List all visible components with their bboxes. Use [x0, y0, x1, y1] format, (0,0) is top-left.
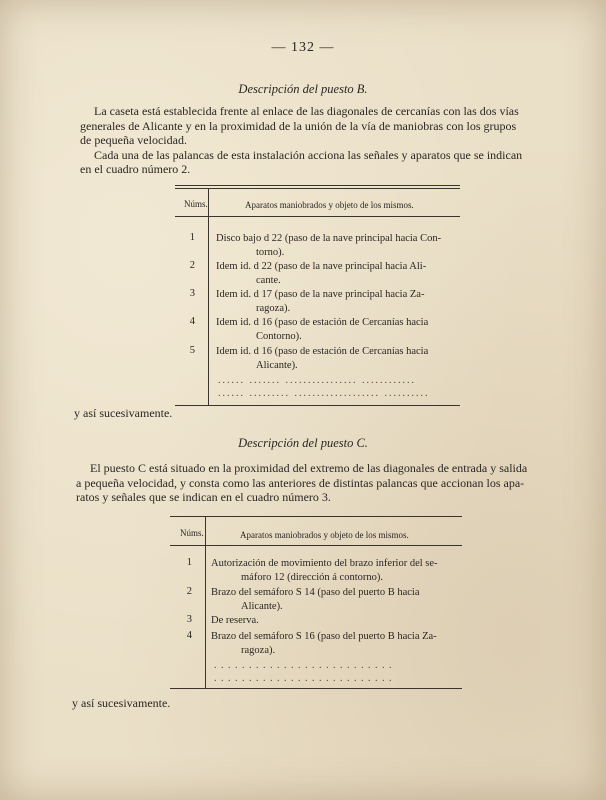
section-b-paragraph: [80, 104, 530, 177]
row-text: Disco bajo d 22 (paso de la nave principal hacia Con-: [216, 233, 442, 244]
paragraph-line: de pequeña velocidad.: [80, 133, 187, 147]
section-b-closing: y así sucesivamente.: [74, 406, 173, 420]
row-text: Autorización de movimiento del brazo inferior del se-: [211, 558, 438, 569]
paragraph-line: en el cuadro número 2.: [80, 162, 191, 176]
table-row: [216, 316, 428, 343]
table-row: [211, 630, 437, 657]
row-text: Alicante).: [256, 359, 298, 371]
table-rule: [175, 188, 460, 189]
table-dots: . . . . . . . . . . . . . . . . . . . . . . . . . .: [214, 660, 393, 671]
column-header-desc: Aparatos maniobrados y objeto de los mismos.: [245, 200, 414, 210]
row-number: 4: [186, 630, 192, 641]
column-header-num: Núms.: [184, 199, 208, 209]
paragraph-line: El puesto C está situado en la proximidad del extremo de las diagonales de entrada y salida: [90, 461, 528, 475]
row-text: ragoza).: [256, 302, 291, 314]
row-text: Brazo del semáforo S 14 (paso del puerto B hacia: [211, 587, 420, 598]
section-c-closing: y así sucesivamente.: [72, 696, 171, 710]
row-text: Contorno).: [256, 330, 302, 342]
row-number: 5: [189, 345, 195, 356]
row-text: Brazo del semáforo S 16 (paso del puerto B hacia Za-: [211, 631, 437, 642]
section-b-heading: Descripción del puesto B.: [238, 82, 368, 96]
paragraph-line: La caseta está establecida frente al enlace de las diagonales de cercanías con las dos vías: [94, 104, 519, 118]
table-rule: [175, 216, 460, 217]
table-rule: [175, 405, 460, 406]
table-row: [216, 345, 428, 372]
table-row: [216, 288, 424, 315]
table-row: [211, 614, 259, 628]
paragraph-line: generales de Alicante y en la proximidad de la unión de la vía de maniobras con los grupos: [80, 118, 517, 133]
column-header-num: Núms.: [180, 528, 204, 538]
row-number: 2: [186, 586, 192, 597]
row-text: De reserva.: [211, 615, 259, 626]
table-row: [216, 260, 426, 287]
row-number: 2: [189, 260, 195, 271]
column-header-desc: Aparatos maniobrados y objeto de los mismos.: [240, 530, 409, 540]
table-dots: . . . . . . . . . . . . . . . . . . . . . . . . . .: [214, 673, 393, 684]
table-rule: [170, 545, 462, 546]
page-number: — 132 —: [271, 40, 335, 55]
table-column-rule: [208, 188, 209, 406]
row-text: ragoza).: [241, 644, 276, 656]
table-rule: [170, 516, 462, 517]
table-column-rule: [205, 516, 206, 688]
row-text: Idem id. d 22 (paso de la nave principal hacia Ali-: [216, 261, 427, 272]
row-number: 1: [189, 232, 195, 243]
table-row: [216, 232, 441, 259]
paragraph-line: a pequeña velocidad, y consta como las anteriores de distintas palancas que accionan los apa-: [76, 475, 525, 490]
row-text: Alicante).: [241, 600, 283, 612]
section-c-paragraph: [76, 461, 532, 505]
table-rule: [175, 185, 460, 186]
paragraph-line: ratos y señales que se indican en el cuadro número 3.: [76, 490, 331, 504]
row-number: 3: [189, 288, 195, 299]
row-text: Idem id. d 17 (paso de la nave principal hacia Za-: [216, 289, 425, 300]
section-c-heading: Descripción del puesto C.: [238, 436, 368, 450]
paragraph-line: Cada una de las palancas de esta instalación acciona las señales y aparatos que se indican: [94, 147, 523, 162]
row-text: Idem id. d 16 (paso de estación de Cercanías hacia: [216, 317, 429, 328]
row-number: 4: [189, 316, 195, 327]
table-rule: [170, 688, 462, 689]
row-number: 1: [186, 557, 192, 568]
row-text: cante.: [256, 274, 281, 286]
row-text: torno).: [256, 246, 285, 258]
row-text: máforo 12 (dirección á contorno).: [241, 571, 383, 583]
table-dots: ...... ......... ................... ..........: [218, 388, 430, 399]
table-row: [211, 557, 438, 584]
table-dots: ...... ....... ................ ............: [218, 375, 416, 386]
table-row: [211, 586, 419, 613]
row-number: 3: [186, 614, 192, 625]
row-text: Idem id. d 16 (paso de estación de Cercanías hacia: [216, 346, 429, 357]
